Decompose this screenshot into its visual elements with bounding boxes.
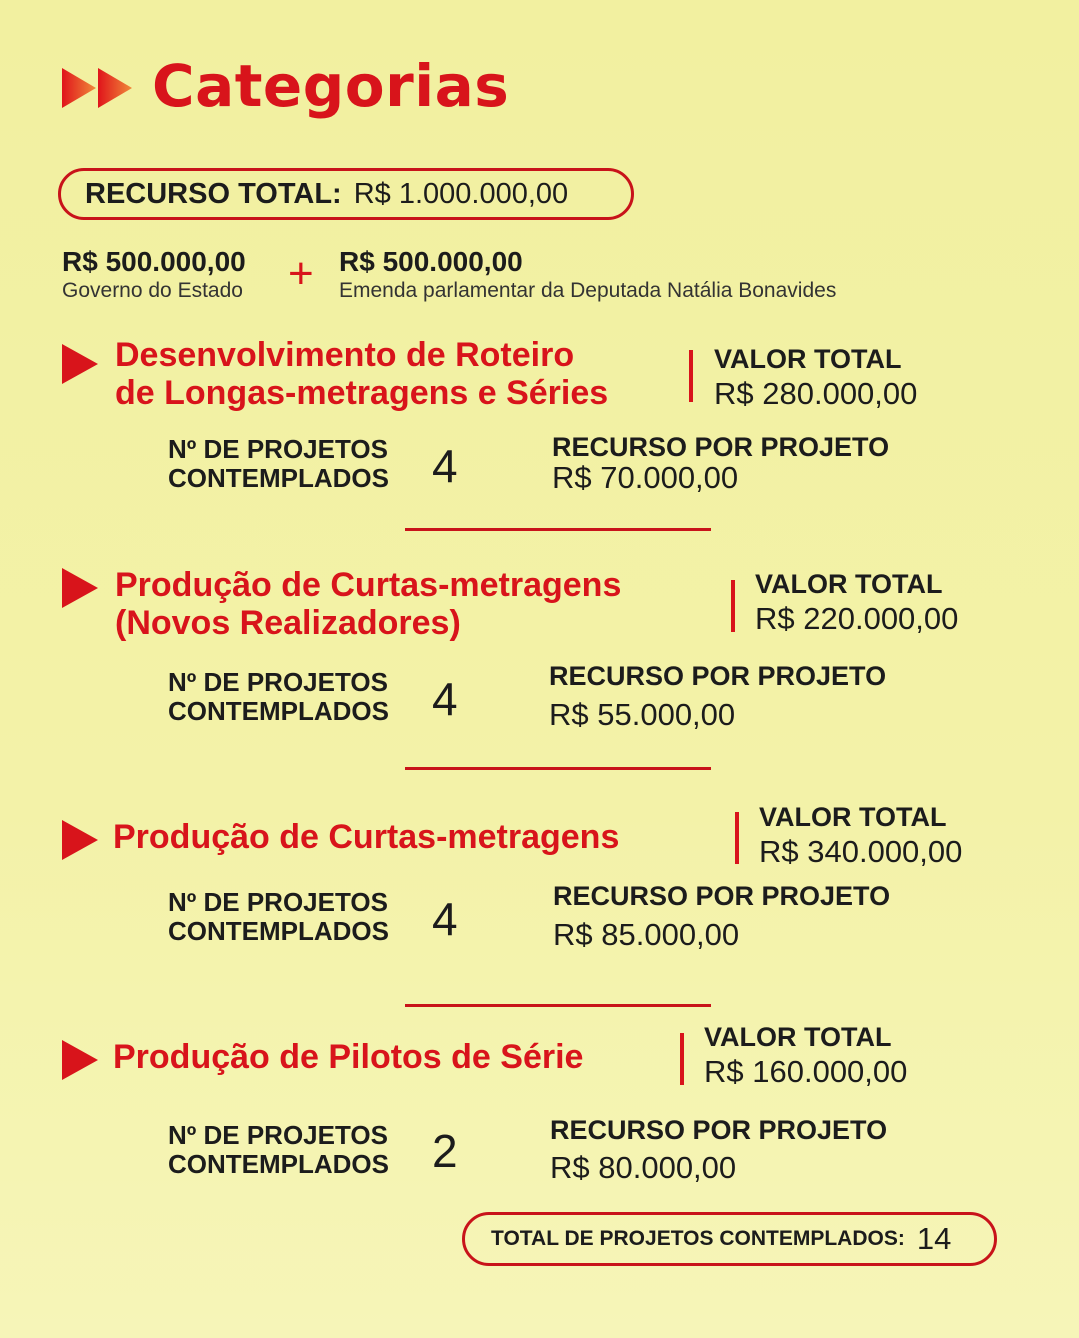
valor-total-label: VALOR TOTAL (759, 802, 947, 832)
recurso-total-value: R$ 1.000.000,00 (353, 177, 569, 210)
num-projetos-label: Nº DE PROJETOS (168, 1120, 388, 1150)
section-divider (405, 1004, 711, 1007)
funding-source-estado: Governo do Estado (62, 279, 243, 302)
section-divider (405, 767, 711, 770)
section-divider (405, 528, 711, 531)
funding-amount-emenda: R$ 500.000,00 (339, 246, 523, 277)
category-title: Produção de Curtas-metragens (115, 566, 622, 604)
category-title-line2: de Longas-metragens e Séries (115, 374, 609, 412)
recurso-por-projeto-value: R$ 85.000,00 (553, 917, 740, 952)
num-projetos-label: Nº DE PROJETOS (168, 887, 388, 917)
play-triangle-icon (62, 1040, 98, 1080)
category-title: Produção de Pilotos de Série (113, 1038, 584, 1076)
play-triangle-icon (62, 568, 98, 608)
total-projetos-label: TOTAL DE PROJETOS CONTEMPLADOS: (491, 1227, 905, 1250)
valor-total-value: R$ 220.000,00 (755, 601, 959, 636)
recurso-total-badge (58, 168, 634, 220)
play-triangle-icon (62, 344, 98, 384)
num-projetos-label-line2: CONTEMPLADOS (168, 1149, 389, 1179)
category-title-line2: (Novos Realizadores) (115, 604, 461, 642)
valor-total-label: VALOR TOTAL (704, 1022, 892, 1052)
recurso-total-label: RECURSO TOTAL: (85, 177, 342, 210)
category-title: Desenvolvimento de Roteiro (115, 336, 575, 374)
num-projetos-value: 4 (432, 440, 458, 492)
recurso-por-projeto-label: RECURSO POR PROJETO (552, 432, 890, 462)
recurso-por-projeto-value: R$ 80.000,00 (550, 1150, 737, 1185)
page-title: Categorias (152, 52, 510, 120)
recurso-por-projeto-label: RECURSO POR PROJETO (549, 661, 887, 691)
total-projetos-value: 14 (916, 1221, 952, 1256)
recurso-por-projeto-value: R$ 55.000,00 (549, 697, 736, 732)
category-title: Produção de Curtas-metragens (113, 818, 620, 856)
num-projetos-label-line2: CONTEMPLADOS (168, 916, 389, 946)
num-projetos-value: 4 (432, 673, 458, 725)
divider-bar (735, 812, 739, 864)
divider-bar (680, 1033, 684, 1085)
recurso-por-projeto-value: R$ 70.000,00 (552, 460, 739, 495)
divider-bar (689, 350, 693, 402)
num-projetos-value: 2 (432, 1125, 458, 1177)
num-projetos-label-line2: CONTEMPLADOS (168, 463, 389, 493)
recurso-por-projeto-label: RECURSO POR PROJETO (550, 1115, 888, 1145)
num-projetos-value: 4 (432, 893, 458, 945)
divider-bar (731, 580, 735, 632)
plus-icon: + (288, 249, 314, 298)
valor-total-value: R$ 160.000,00 (704, 1054, 908, 1089)
num-projetos-label-line2: CONTEMPLADOS (168, 696, 389, 726)
total-projetos-badge (462, 1212, 997, 1266)
funding-amount-estado: R$ 500.000,00 (62, 246, 246, 277)
double-play-icon (62, 68, 134, 108)
valor-total-value: R$ 340.000,00 (759, 834, 963, 869)
valor-total-label: VALOR TOTAL (755, 569, 943, 599)
num-projetos-label: Nº DE PROJETOS (168, 667, 388, 697)
valor-total-value: R$ 280.000,00 (714, 376, 918, 411)
valor-total-label: VALOR TOTAL (714, 344, 902, 374)
funding-source-emenda: Emenda parlamentar da Deputada Natália Bonavides (339, 279, 837, 302)
num-projetos-label: Nº DE PROJETOS (168, 434, 388, 464)
play-triangle-icon (62, 820, 98, 860)
recurso-por-projeto-label: RECURSO POR PROJETO (553, 881, 891, 911)
